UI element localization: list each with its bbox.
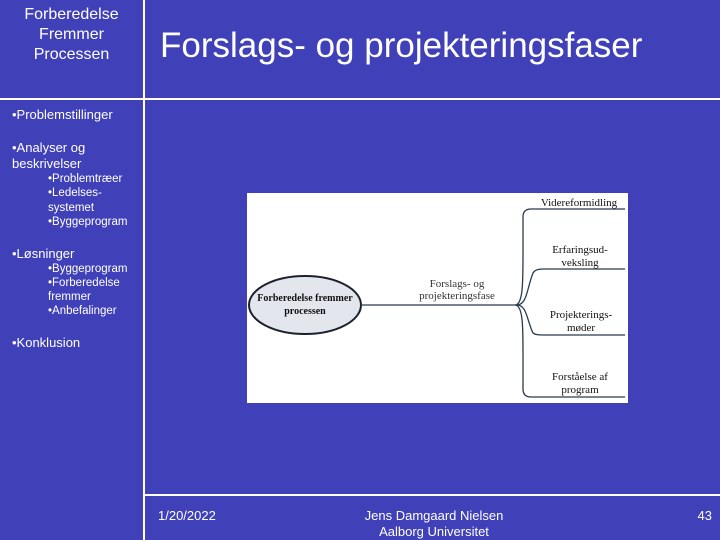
vertical-divider xyxy=(143,0,145,540)
sub-bullet: •Ledelses- xyxy=(48,187,102,199)
corner-title-line: Forberedelse xyxy=(24,6,119,23)
bullet-analyser: •Analyser og xyxy=(12,140,86,155)
sub-bullet: fremmer xyxy=(48,291,91,303)
bullet-analyser-cont: beskrivelser xyxy=(12,156,82,171)
corner-title-line: Fremmer xyxy=(39,26,104,43)
leaf-label: Projekterings- xyxy=(549,309,613,321)
footer-org: Aalborg Universitet xyxy=(379,524,489,539)
sub-bullet: systemet xyxy=(48,202,95,214)
middle-node-label: projekteringsfase xyxy=(419,290,495,302)
leaf-label: Forståelse af xyxy=(552,371,608,383)
bullet-konklusion: •Konklusion xyxy=(12,335,81,350)
leaf-label: program xyxy=(561,384,599,396)
leaf-label: veksling xyxy=(561,257,599,269)
bullet-problemstillinger: •Problemstillinger xyxy=(12,107,113,122)
center-node xyxy=(249,276,361,334)
footer-divider xyxy=(143,494,720,496)
leaf-label: Videreformidling xyxy=(540,197,618,209)
corner-title-line: Processen xyxy=(33,46,110,63)
footer-author-name: Jens Damgaard Nielsen xyxy=(364,508,504,523)
leaf-label: møder xyxy=(566,322,596,334)
center-node-label: processen xyxy=(284,306,326,317)
bullet-loesninger: •Løsninger xyxy=(12,246,75,261)
footer-author xyxy=(330,508,538,540)
center-node-label: Forberedelse fremmer xyxy=(257,293,353,304)
sub-bullet: •Byggeprogram xyxy=(48,216,128,228)
sub-bullet: •Problemtræer xyxy=(48,173,123,185)
header-divider xyxy=(0,98,720,100)
sub-bullet: •Forberedelse xyxy=(48,277,120,289)
footer-date: 1/20/2022 xyxy=(158,508,216,523)
slide-title: Forslags- og projekteringsfaser xyxy=(160,26,643,65)
sub-bullet: •Anbefalinger xyxy=(48,305,117,317)
mind-map-diagram xyxy=(247,193,628,403)
corner-title xyxy=(0,5,143,65)
page-number: 43 xyxy=(697,508,712,523)
branch-connector xyxy=(517,269,625,305)
leaf-label: Erfaringsud- xyxy=(552,244,608,256)
middle-node-label: Forslags- og xyxy=(429,278,485,290)
sub-bullet: •Byggeprogram xyxy=(48,263,128,275)
